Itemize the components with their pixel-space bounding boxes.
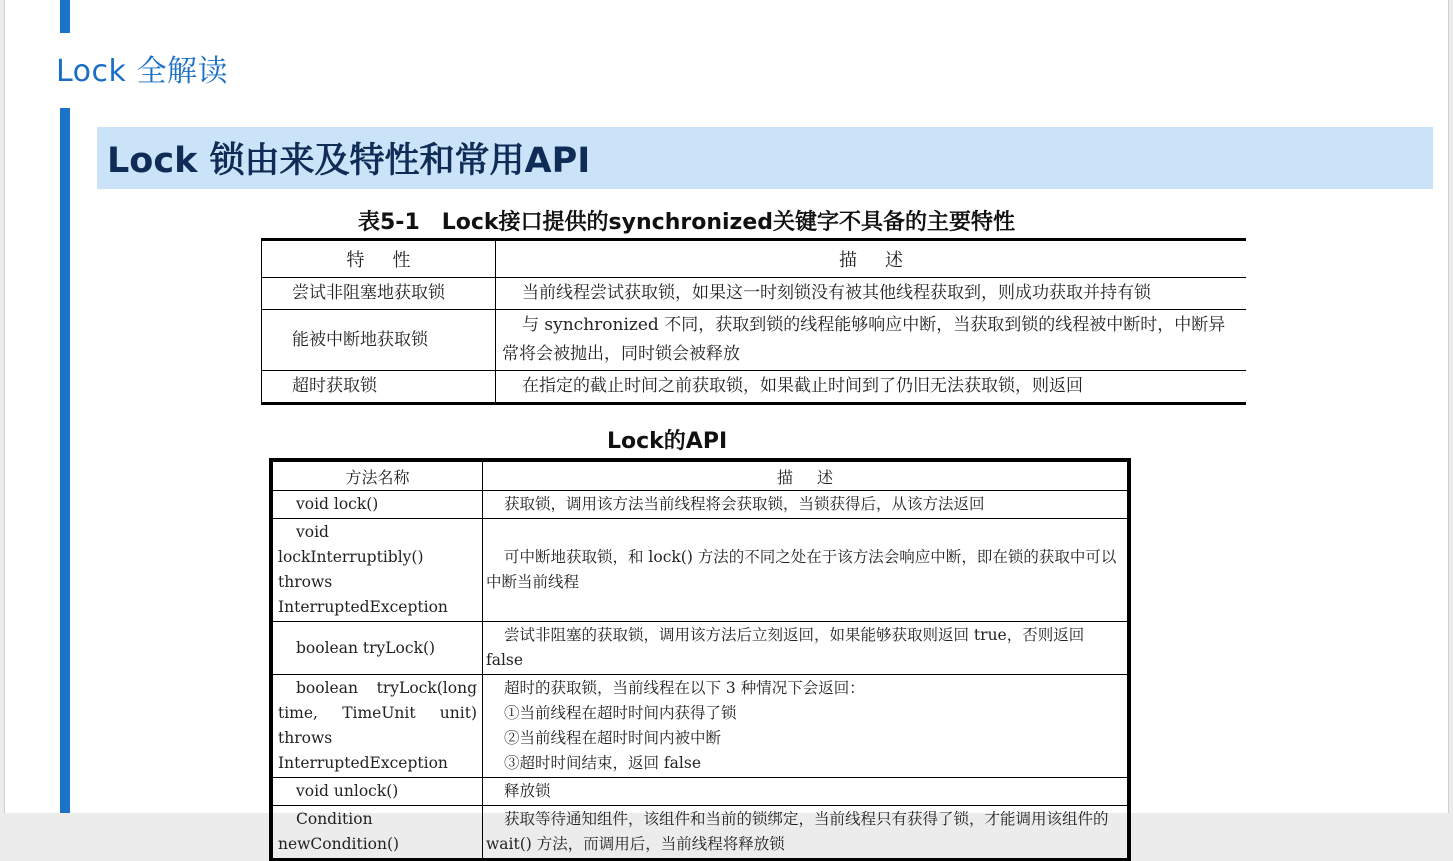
- method-cell: Condition newCondition(): [271, 806, 483, 860]
- table-row: [262, 278, 1247, 310]
- description-cell: 在指定的截止时间之前获取锁，如果截止时间到了仍旧无法获取锁，则返回: [522, 376, 1083, 396]
- method-cell: boolean tryLock(long time, TimeUnit unit) throws InterruptedException: [271, 675, 483, 778]
- table-row: [262, 310, 1247, 371]
- table-row: [271, 806, 1129, 860]
- api-table: [269, 458, 1131, 861]
- description-cell: 获取锁，调用该方法当前线程将会获取锁，当锁获得后，从该方法返回: [483, 491, 1130, 519]
- description-cell: 可中断地获取锁，和 lock() 方法的不同之处在于该方法会响应中断，即在锁的获取中可以中断当前线程: [483, 519, 1130, 622]
- description-cell: 获取等待通知组件，该组件和当前的锁绑定，当前线程只有获得了锁，才能调用该组件的 wait() 方法，而调用后，当前线程将释放锁: [486, 810, 1109, 853]
- feature-cell: 尝试非阻塞地获取锁: [262, 278, 496, 310]
- table-header-row: [271, 460, 1129, 491]
- left-accent-bar: [60, 108, 70, 813]
- description-cell: [483, 675, 1130, 778]
- description-cell: 当前线程尝试获取锁，如果这一时刻锁没有被其他线程获取到，则成功获取并持有锁: [496, 278, 1247, 310]
- table1-caption: 表5-1 Lock接口提供的synchronized关键字不具备的主要特性: [358, 210, 1015, 235]
- feature-cell: 能被中断地获取锁: [262, 310, 496, 371]
- description-cell: 释放锁: [483, 778, 1130, 806]
- method-cell: void lock(): [271, 491, 483, 519]
- table-row: [271, 519, 1129, 622]
- description-cell: 与 synchronized 不同，获取到锁的线程能够响应中断，当获取到锁的线程被中断时，中断异常将会被抛出，同时锁会被释放: [496, 310, 1247, 371]
- case-item: ②当前线程在超时时间内被中断: [504, 729, 722, 747]
- header-description: 描述: [483, 460, 1130, 491]
- slide-heading: Lock 锁由来及特性和常用API: [107, 141, 591, 181]
- method-cell: void unlock(): [271, 778, 483, 806]
- method-cell: void lockInterruptibly() throws InterruptedException: [271, 519, 483, 622]
- description-cell: 尝试非阻塞的获取锁，调用该方法后立刻返回，如果能够获取则返回 true，否则返回 false: [483, 622, 1130, 675]
- header-feature: 特性: [262, 240, 496, 278]
- table2-caption: Lock的API: [607, 429, 728, 454]
- features-table: [261, 238, 1246, 405]
- table-row: [271, 778, 1129, 806]
- table-header-row: [262, 240, 1247, 278]
- table-row: [271, 675, 1129, 778]
- table-row: [271, 491, 1129, 519]
- case-item: ①当前线程在超时时间内获得了锁: [504, 704, 737, 722]
- slide: [4, 0, 1449, 853]
- description-intro: 超时的获取锁，当前线程在以下 3 种情况下会返回：: [504, 679, 865, 697]
- header-description: 描述: [496, 240, 1247, 278]
- case-item: ③超时时间结束，返回 false: [504, 754, 701, 772]
- header-method: 方法名称: [271, 460, 483, 491]
- top-accent-bar: [60, 0, 70, 33]
- heading-band: [97, 127, 1433, 189]
- section-title: Lock 全解读: [56, 54, 228, 89]
- feature-cell: 超时获取锁: [262, 371, 496, 404]
- method-cell: boolean tryLock(): [271, 622, 483, 675]
- table-row: [262, 371, 1247, 404]
- table-row: [271, 622, 1129, 675]
